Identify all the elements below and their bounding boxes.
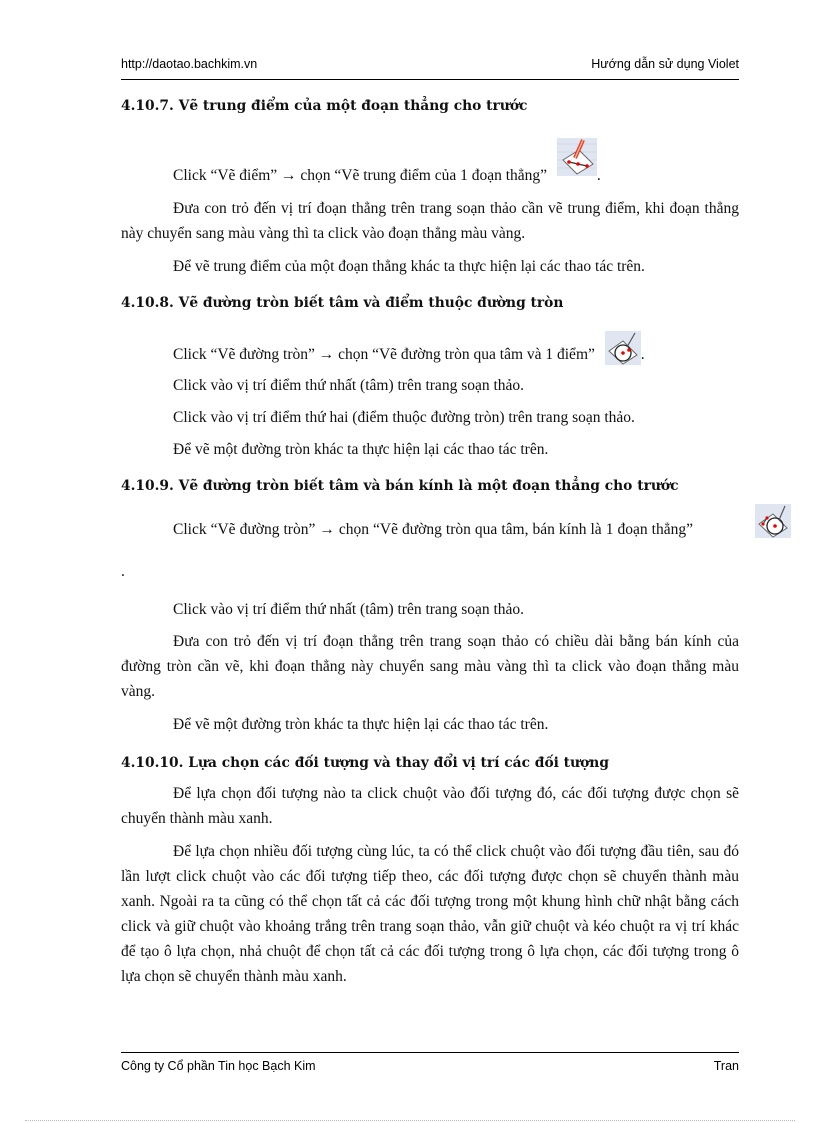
paragraph: Click “Vẽ đường tròn” → chọn “Vẽ đường tròn qua tâm, bán kính là 1 đoạn thẳng” . xyxy=(121,504,739,593)
footer-author: Tran xyxy=(713,1059,739,1073)
section-heading-4-10-10: 4.10.10. Lựa chọn các đối tượng và thay đổi vị trí các đối tượng xyxy=(121,755,609,771)
page-content xyxy=(121,92,739,989)
page-boundary-divider xyxy=(25,1120,795,1121)
header-url: http://daotao.bachkim.vn xyxy=(121,57,258,71)
paragraph: Để lựa chọn đối tượng nào ta click chuột vào đối tượng đó, các đối tượng được chọn sẽ chuyển thành màu xanh. xyxy=(121,785,739,827)
paragraph: Để vẽ một đường tròn khác ta thực hiện lại các thao tác trên. xyxy=(173,716,549,733)
page-header xyxy=(121,57,739,80)
paragraph: Click “Vẽ điểm” → chọn “Vẽ trung điểm của 1 đoạn thẳng” . xyxy=(121,138,739,188)
header-title: Hướng dẫn sử dụng Violet xyxy=(591,57,739,71)
paragraph: Đưa con trỏ đến vị trí đoạn thẳng trên trang soạn thảo cần vẽ trung điểm, khi đoạn thẳng này chuyển sang màu vàng thì ta click vào đoạn thẳng màu vàng. xyxy=(121,200,739,242)
paragraph: Click vào vị trí điểm thứ hai (điểm thuộc đường tròn) trên trang soạn thảo. xyxy=(173,409,635,426)
paragraph: Để vẽ trung điểm của một đoạn thẳng khác ta thực hiện lại các thao tác trên. xyxy=(173,258,645,275)
footer-company: Công ty Cổ phần Tin học Bạch Kim xyxy=(121,1059,316,1073)
circle-center-point-tool-icon xyxy=(605,331,641,365)
paragraph: Để vẽ một đường tròn khác ta thực hiện lại các thao tác trên. xyxy=(173,441,549,458)
section-heading-4-10-9: 4.10.9. Vẽ đường tròn biết tâm và bán kính là một đoạn thẳng cho trước xyxy=(121,478,679,494)
paragraph: Để lựa chọn nhiều đối tượng cùng lúc, ta có thể click chuột vào đối tượng đầu tiên, sau đó lần lượt click chuột vào các đối tượng tiếp theo, các đối tượng được chọn sẽ chuyển thành màu xanh. Ngoài ra ta cũng có thể chọn tất cả các đối tượng trong một khung hình chữ nhật bằng cách click và giữ chuột vào khoảng trắng trên trang soạn thảo, vẫn giữ chuột và kéo chuột ra vị trí khác để tạo ô lựa chọn, nhả chuột để chọn tất cả các đối tượng trong ô lựa chọn, các đối tượng trong ô lựa chọn sẽ chuyển thành màu xanh. xyxy=(121,843,739,985)
circle-radius-segment-tool-icon xyxy=(703,504,739,538)
paragraph: Click “Vẽ đường tròn” → chọn “Vẽ đường tròn qua tâm và 1 điểm” . xyxy=(121,331,739,367)
midpoint-tool-icon xyxy=(557,138,597,176)
section-heading-4-10-7: 4.10.7. Vẽ trung điểm của một đoạn thẳng cho trước xyxy=(121,98,528,114)
paragraph: Click vào vị trí điểm thứ nhất (tâm) trên trang soạn thảo. xyxy=(173,377,525,394)
page-footer xyxy=(121,1052,739,1077)
paragraph: Click vào vị trí điểm thứ nhất (tâm) trên trang soạn thảo. xyxy=(173,601,525,618)
paragraph: Đưa con trỏ đến vị trí đoạn thẳng trên trang soạn thảo có chiều dài bằng bán kính của đường tròn cần vẽ, khi đoạn thẳng này chuyển sang màu vàng thì ta click vào đoạn thẳng màu vàng. xyxy=(121,633,739,700)
section-heading-4-10-8: 4.10.8. Vẽ đường tròn biết tâm và điểm thuộc đường tròn xyxy=(121,295,564,311)
